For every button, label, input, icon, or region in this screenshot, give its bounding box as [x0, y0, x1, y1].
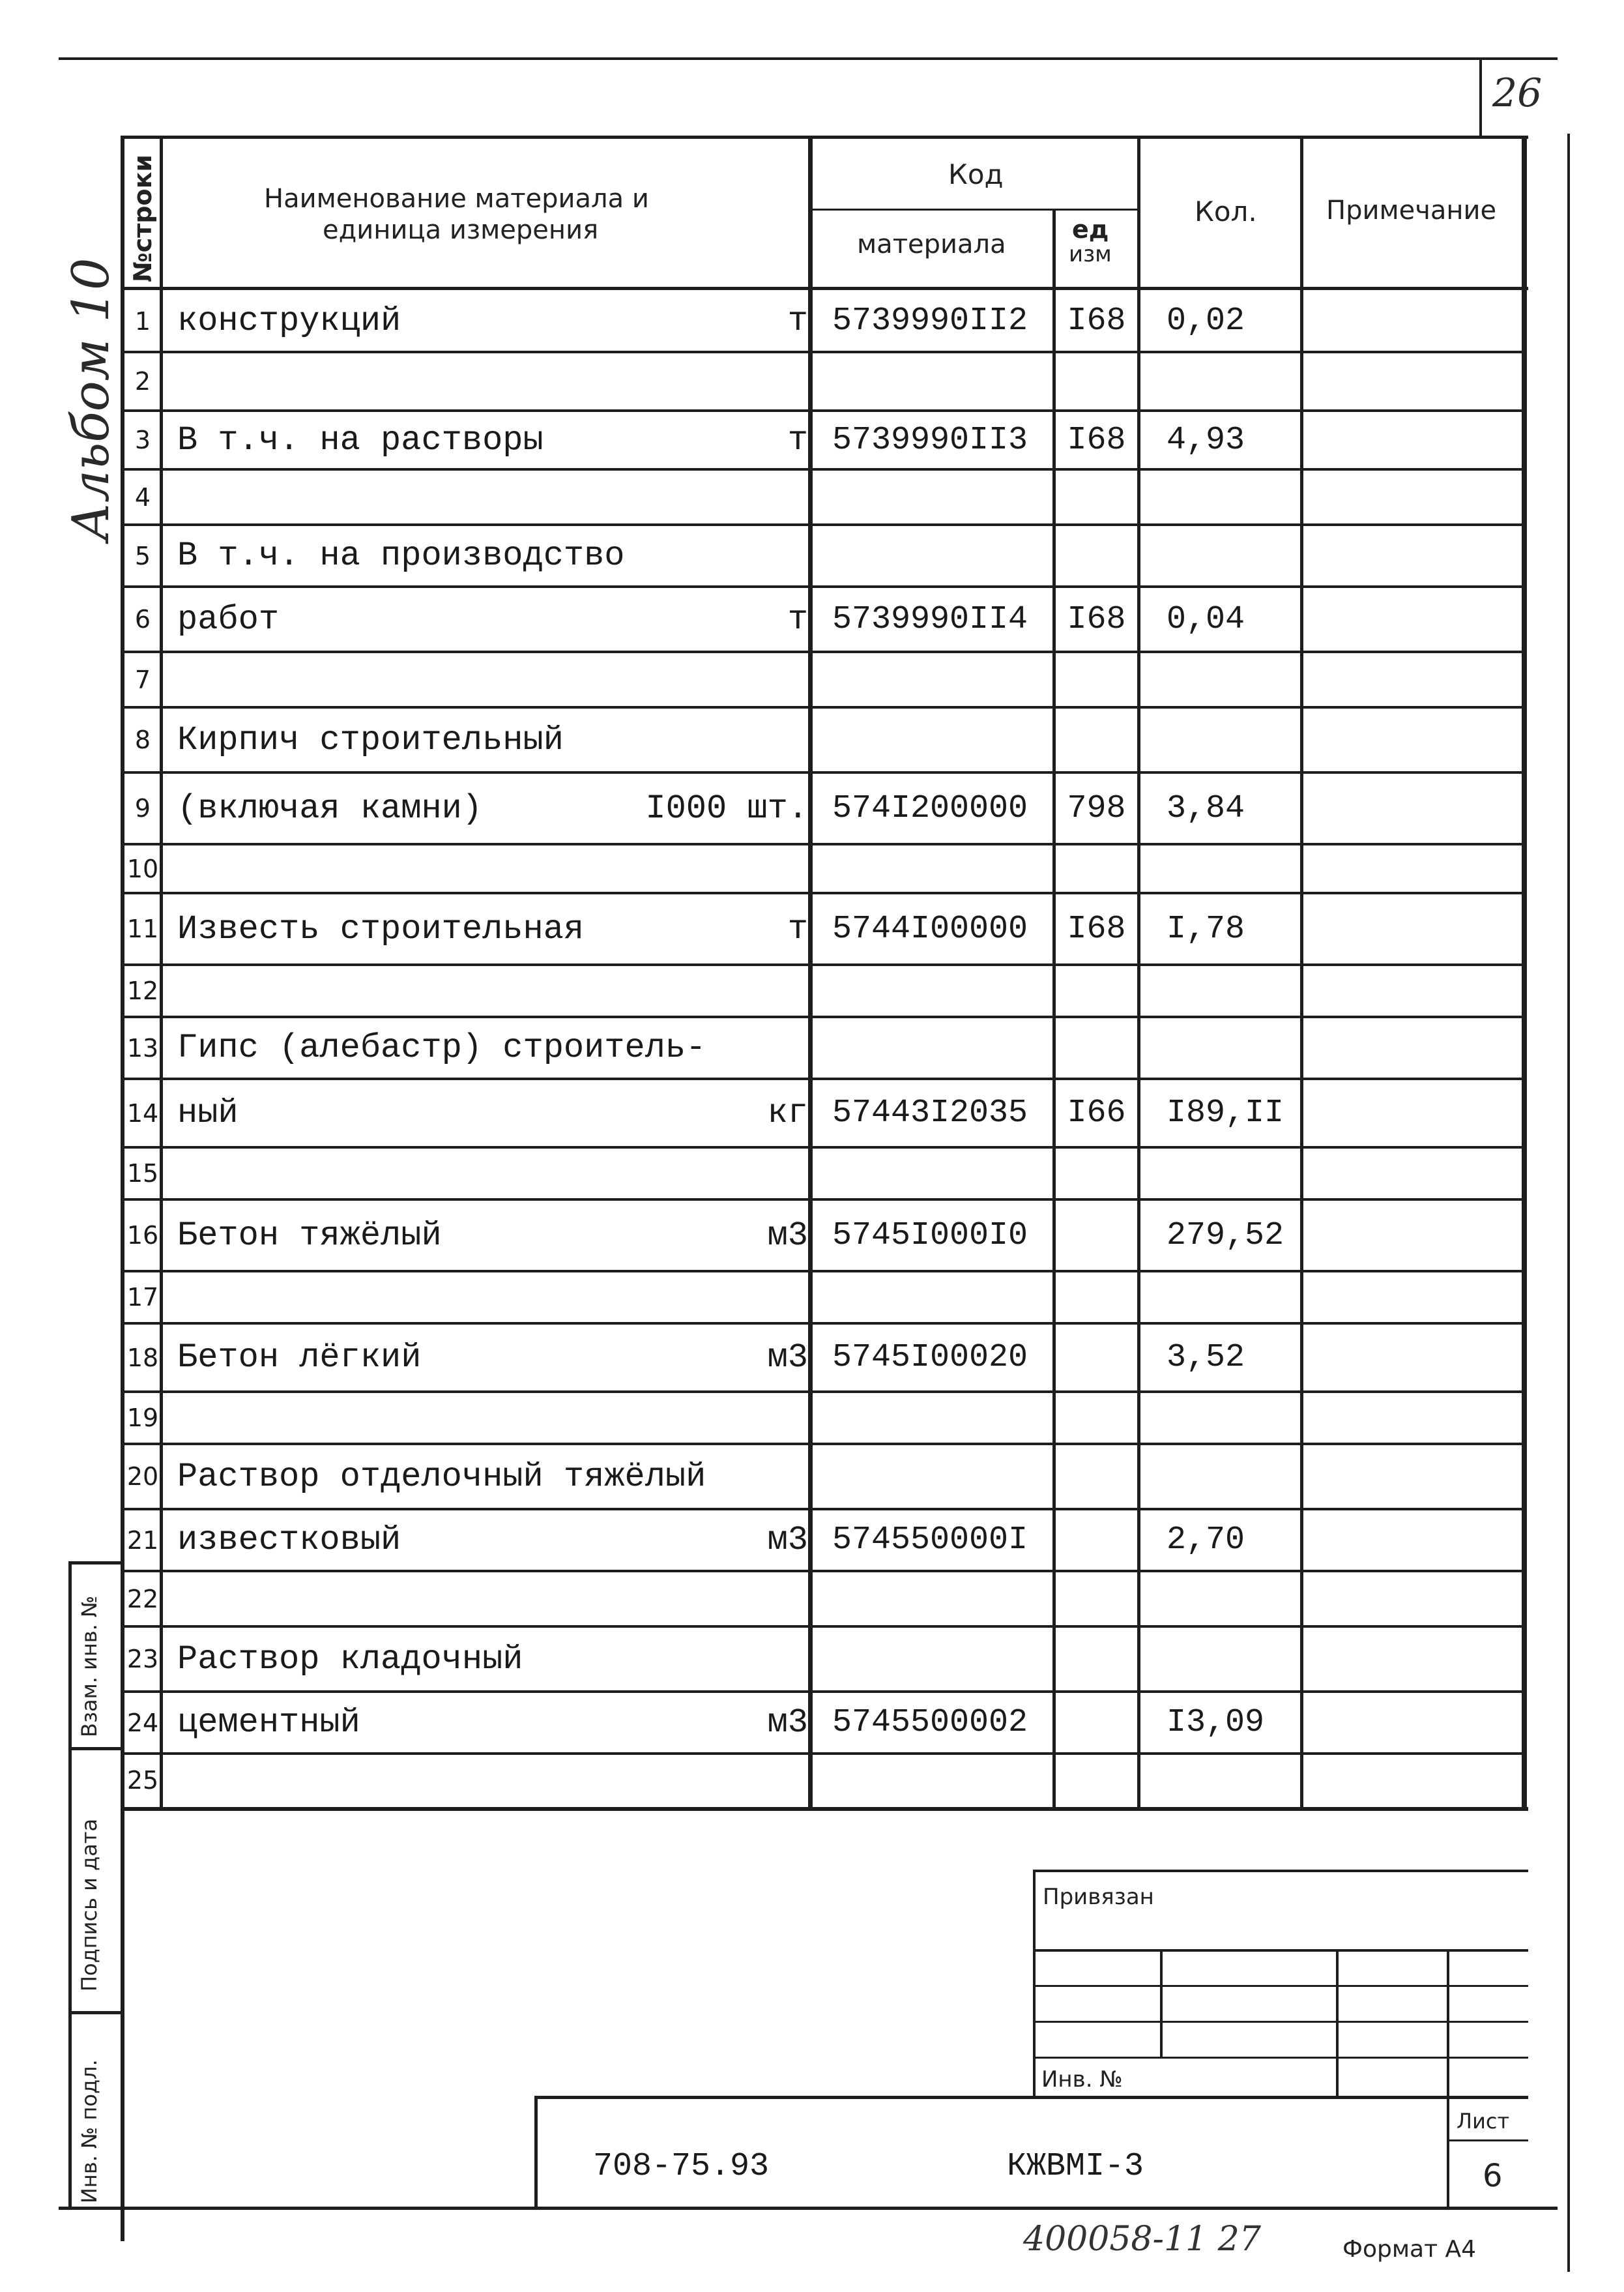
row-number: 1 — [134, 306, 151, 336]
header-name-line1: Наименование материала и — [264, 184, 649, 214]
row-number: 11 — [126, 915, 159, 943]
quantity — [1140, 1754, 1326, 1807]
row-number: 8 — [134, 726, 151, 754]
material-name: (включая камни) — [177, 789, 483, 828]
material-name: Гипс (алебастр) строитель- — [177, 1029, 706, 1067]
unit-code: I66 — [1067, 1095, 1126, 1132]
quantity — [1140, 1444, 1326, 1509]
tb-grid-h4 — [1033, 2057, 1528, 2059]
table-top — [121, 136, 1528, 139]
unit — [587, 1754, 821, 1807]
row-number: 23 — [126, 1645, 159, 1673]
page-number-box-left — [1479, 57, 1482, 136]
side-div1 — [68, 1747, 121, 1750]
quantity: 0,04 — [1167, 600, 1245, 638]
material-name: конструкций — [177, 302, 401, 340]
row-number: 9 — [134, 794, 151, 823]
material-code — [813, 707, 1072, 772]
unit — [587, 844, 821, 893]
quantity: 3,52 — [1167, 1339, 1245, 1376]
quantity — [1140, 1626, 1326, 1692]
unit: т — [787, 420, 808, 460]
bottom-frame — [59, 2207, 1558, 2210]
row-number: 15 — [126, 1159, 159, 1188]
tb-doc-code: 708-75.93 — [593, 2148, 770, 2185]
unit-code — [1056, 1754, 1137, 1807]
row-number: 2 — [134, 367, 151, 396]
unit-code: I68 — [1067, 910, 1126, 948]
row-number: 16 — [126, 1221, 159, 1250]
material-code — [813, 352, 1072, 411]
header-name-line2: единица измерения — [323, 215, 599, 245]
quantity — [1140, 1271, 1326, 1323]
tb-privyazan-top — [1033, 1870, 1528, 1872]
unit — [587, 1571, 821, 1626]
material-code — [813, 469, 1072, 525]
side-vzam: Взам. инв. № — [77, 1595, 102, 1737]
row-number: 20 — [126, 1462, 159, 1491]
unit-code — [1056, 1509, 1137, 1571]
tb-sheet-no: 6 — [1483, 2158, 1503, 2194]
header-row-no: №строки — [128, 154, 157, 282]
row-number: 25 — [126, 1766, 159, 1795]
material-name: Бетон тяжёлый — [177, 1216, 442, 1255]
unit: кг — [767, 1094, 808, 1132]
side-inv-podl: Инв. № подл. — [77, 2059, 102, 2203]
material-name: известковый — [177, 1521, 401, 1559]
quantity — [1140, 1017, 1326, 1079]
unit — [587, 1626, 821, 1692]
side-top — [68, 1561, 121, 1565]
row-number: 3 — [134, 426, 151, 454]
top-rule — [59, 57, 1558, 60]
material-code: 5739990II4 — [832, 600, 1028, 638]
row-number: 14 — [126, 1098, 159, 1128]
row-number: 7 — [134, 665, 151, 694]
material-name: Раствор кладочный — [177, 1639, 523, 1679]
material-code: 5745I000I0 — [832, 1216, 1028, 1254]
row-number: 10 — [126, 854, 159, 883]
material-code: 5745500002 — [832, 1704, 1028, 1741]
right-frame — [1567, 134, 1570, 2272]
tb-grid-v3 — [1447, 1949, 1449, 2098]
quantity — [1140, 525, 1326, 587]
unit-code — [1056, 1147, 1137, 1199]
quantity: 2,70 — [1167, 1521, 1245, 1559]
material-code — [813, 1754, 1072, 1807]
material-name: В т.ч. на растворы — [177, 420, 544, 460]
header-code-unit-2: изм — [1069, 241, 1112, 267]
tb-privyazan-left — [1033, 1870, 1036, 2098]
row-number: 22 — [126, 1584, 159, 1613]
tb-grid-v2 — [1336, 1949, 1339, 2098]
material-code — [813, 1147, 1072, 1199]
row-number: 24 — [126, 1708, 159, 1737]
quantity — [1140, 1392, 1326, 1444]
unit: м3 — [767, 1216, 808, 1255]
unit-code — [1056, 1017, 1137, 1079]
quantity — [1140, 1571, 1326, 1626]
material-code: 5739990II3 — [832, 421, 1028, 459]
quantity — [1140, 652, 1326, 707]
tb-grid-h1 — [1033, 1949, 1528, 1952]
row-number: 12 — [126, 977, 159, 1005]
row-number: 19 — [126, 1403, 159, 1432]
tb-title: КЖВМI-3 — [1007, 2148, 1144, 2185]
unit-code — [1056, 1692, 1137, 1754]
unit-code — [1056, 1199, 1137, 1271]
header-code-unit-1: ед — [1072, 215, 1109, 244]
material-code — [813, 652, 1072, 707]
unit-code — [1056, 1571, 1137, 1626]
unit — [587, 1147, 821, 1199]
tb-sheet-left — [1447, 2096, 1449, 2207]
material-code: 5745I00020 — [832, 1339, 1028, 1376]
quantity — [1140, 965, 1326, 1017]
material-code — [813, 1271, 1072, 1323]
tb-main-top — [534, 2096, 1528, 2099]
unit: т — [787, 302, 808, 340]
unit — [587, 352, 821, 411]
unit: м3 — [767, 1338, 808, 1377]
unit-code — [1056, 1626, 1137, 1692]
unit-code — [1056, 1323, 1137, 1392]
table-right — [1522, 136, 1527, 1811]
row-number: 5 — [134, 541, 151, 570]
tb-sheet-div — [1447, 2139, 1528, 2141]
material-name: цементный — [177, 1703, 360, 1742]
material-code — [813, 1626, 1072, 1692]
row-number: 6 — [134, 605, 151, 634]
unit — [587, 707, 821, 772]
unit — [587, 1444, 821, 1509]
code-sub-divider — [811, 209, 1137, 211]
tb-main-left — [534, 2096, 538, 2207]
quantity: 279,52 — [1167, 1216, 1284, 1254]
unit-code — [1056, 352, 1137, 411]
unit: I000 шт. — [645, 789, 808, 828]
header-code: Код — [948, 158, 1004, 190]
tb-privyazan: Привязан — [1043, 1884, 1154, 1910]
material-name: Раствор отделочный тяжёлый — [177, 1457, 706, 1496]
unit-code — [1056, 1444, 1137, 1509]
material-code — [813, 1392, 1072, 1444]
material-code — [813, 1571, 1072, 1626]
side-outer-left — [68, 1561, 72, 2207]
unit-code: 798 — [1067, 789, 1126, 827]
unit-code: I68 — [1067, 421, 1126, 459]
quantity: 0,02 — [1167, 302, 1245, 340]
unit-code — [1056, 965, 1137, 1017]
material-name: Бетон лёгкий — [177, 1338, 422, 1377]
quantity: 3,84 — [1167, 789, 1245, 827]
material-code: 57443I2035 — [832, 1095, 1028, 1132]
album-label: Альбом 10 — [62, 257, 121, 541]
unit-code — [1056, 652, 1137, 707]
quantity: 4,93 — [1167, 421, 1245, 459]
material-name: работ — [177, 600, 280, 639]
footer-handwritten: 400058-11 27 — [1023, 2220, 1261, 2259]
unit: м3 — [767, 1521, 808, 1559]
unit-code — [1056, 707, 1137, 772]
material-code — [813, 1444, 1072, 1509]
unit: т — [787, 600, 808, 639]
tb-grid-v1 — [1160, 1949, 1163, 2057]
unit-code — [1056, 469, 1137, 525]
unit-code: I68 — [1067, 302, 1126, 340]
quantity — [1140, 352, 1326, 411]
header-qty: Кол. — [1195, 196, 1257, 228]
quantity — [1140, 469, 1326, 525]
quantity — [1140, 1147, 1326, 1199]
footer-format: Формат А4 — [1342, 2236, 1477, 2263]
unit-code — [1056, 1271, 1137, 1323]
row-number: 17 — [126, 1283, 159, 1312]
row-number: 21 — [126, 1525, 159, 1555]
quantity: I89,II — [1167, 1095, 1284, 1132]
tb-grid-h3 — [1033, 2021, 1528, 2023]
unit-code: I68 — [1067, 600, 1126, 638]
row-number: 4 — [134, 482, 151, 512]
unit-code — [1056, 844, 1137, 893]
material-code — [813, 965, 1072, 1017]
table-bottom — [121, 1807, 1528, 1811]
material-code: 5739990II2 — [832, 302, 1028, 340]
unit-code — [1056, 525, 1137, 587]
header-code-material: материала — [857, 229, 1006, 259]
row-number: 13 — [126, 1033, 159, 1063]
material-name: Известь строительная — [177, 909, 585, 948]
side-podpis: Подпись и дата — [77, 1818, 102, 1991]
tb-inv-no: Инв. № — [1041, 2066, 1123, 2093]
material-name: В т.ч. на производство — [177, 536, 625, 575]
material-code — [813, 1017, 1072, 1079]
side-div2 — [68, 2011, 121, 2014]
material-code — [813, 525, 1072, 587]
unit — [587, 1392, 821, 1444]
material-code: 574550000I — [832, 1521, 1028, 1559]
unit: м3 — [767, 1703, 808, 1742]
material-name: Кирпич строительный — [177, 720, 564, 759]
unit: т — [787, 909, 808, 948]
unit — [587, 1271, 821, 1323]
quantity: I3,09 — [1167, 1704, 1265, 1741]
unit-code — [1056, 1392, 1137, 1444]
material-code: 5744I00000 — [832, 910, 1028, 948]
tb-sheet-label: Лист — [1457, 2109, 1510, 2134]
unit — [587, 469, 821, 525]
row-number: 18 — [126, 1343, 159, 1372]
tb-grid-h2 — [1033, 1985, 1528, 1987]
unit — [587, 965, 821, 1017]
unit — [587, 652, 821, 707]
material-code: 574I200000 — [832, 789, 1028, 827]
quantity — [1140, 707, 1326, 772]
page-number: 26 — [1492, 70, 1543, 116]
material-code — [813, 844, 1072, 893]
unit — [587, 525, 821, 587]
header-note: Примечание — [1326, 196, 1497, 226]
quantity — [1140, 844, 1326, 893]
material-name: ный — [177, 1094, 239, 1132]
quantity: I,78 — [1167, 910, 1245, 948]
unit — [587, 1017, 821, 1079]
